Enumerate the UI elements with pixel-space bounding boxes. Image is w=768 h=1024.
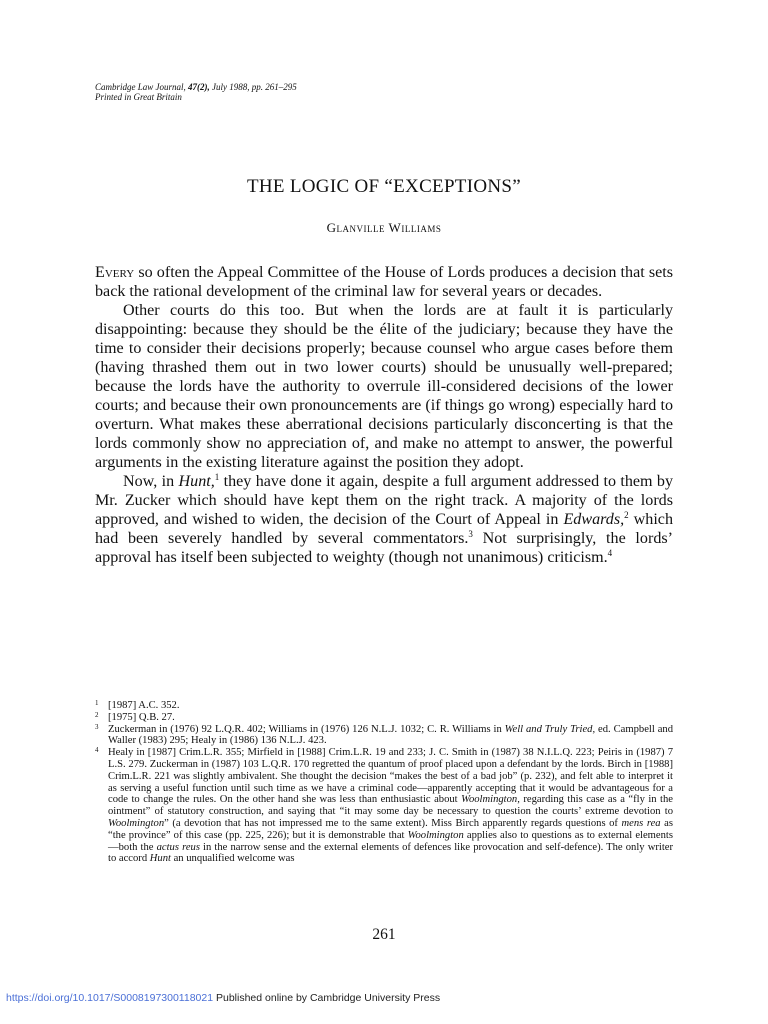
footnote-3: 3 Zuckerman in (1976) 92 L.Q.R. 402; Williams in (1976) 126 N.L.J. 1032; C. R. Williams in Well and Truly Tried, ed. Campbell and Waller (1983) 295; Healy in (1986) 136 N.L.J. 423. (95, 722, 673, 747)
doi-link[interactable]: https://doi.org/10.1017/S0008197300118021 (6, 992, 214, 1004)
footnote-4: 4 Healy in [1987] Crim.L.R. 355; Mirfield in [1988] Crim.L.R. 19 and 233; J. C. Smith in (1987) 38 N.I.L.Q. 223; Peiris in (1987) 7 L.S. 279. Zuckerman in (1987) 103 L.Q.R. 170 regretted the quantum of proof placed upon a defendant by the lords. Birch in [1988] Crim.L.R. 221 was slightly ambivalent. She thought the decision “makes the best of a bad job” (p. 232), and felt able to interpret it as serving a useful function until such time as we have a criminal code—apparently accepting that it would be advantageous for a code to change the rules. On the other hand she was less than enthusiastic about Woolmington, regarding this case as a “fly in the ointment” of statutory construction, and saying that “it may some day be necessary to question the courts’ extreme devotion to Woolmington” (a devotion that has not impressed me to the same extent). Miss Birch apparently regards questions of mens rea as “the province” of this case (pp. 225, 226); but it is demonstrable that Woolmington applies also to questions as to external elements—both the actus reus in the narrow sense and the external elements of defences like provocation and self-defence). The only writer to accord Hunt an unqualified welcome was (95, 746, 673, 865)
paragraph-3: Now, in Hunt,$^1$ they have done it again, despite a full argument addressed to them by Mr. Zucker which should have kept them on the right track. A majority of the lords approved, and wished to widen, the decision of the Court of Appeal in Edwards,$^2$ which had been severely handled by several commentators.$^3$ Not surprisingly, the lords’ approval has itself been subjected to weighty (though not unanimous) criticism.$^4$ (95, 472, 673, 566)
journal-header (95, 82, 297, 102)
footnote-2: 2 [1975] Q.B. 27. (95, 710, 175, 723)
footnotes (95, 700, 673, 865)
footnote-ref-1[interactable]: 1 (214, 472, 220, 482)
doi-footer (6, 992, 440, 1004)
author-name: Glanville Williams (326, 220, 442, 235)
footnote-1: 1 [1987] A.C. 352. (95, 699, 180, 711)
footnote-ref-2[interactable]: 2 (624, 510, 629, 520)
footnote-ref-4[interactable]: 4 (607, 548, 613, 558)
journal-citation: Cambridge Law Journal, 47(2), July 1988, pp. 261–295 (95, 82, 297, 92)
publisher-note: Published online by Cambridge University Press (213, 992, 441, 1004)
paragraph-1: Every so often the Appeal Committee of the House of Lords produces a decision that sets back the rational development of the criminal law for several years or decades. (95, 264, 673, 300)
article-title: THE LOGIC OF “EXCEPTIONS” (246, 176, 521, 197)
article-body (95, 263, 673, 567)
case-edwards: Edwards, (563, 511, 625, 528)
page-number: 261 (372, 926, 396, 943)
footnote-ref-3[interactable]: 3 (468, 529, 473, 539)
paragraph-2: Other courts do this too. But when the lords are at fault it is particularly disappointing: because they should be the élite of the judiciary; because they have the time to consider their decisions properly; because counsel who argue cases before them (having thrashed them out in two lower courts) should be unusually well-prepared; because the lords have the authority to overrule ill-considered decisions of the lower courts; and because their own pronouncements are (if things go wrong) especially hard to overturn. What makes these aberrational decisions particularly disconcerting is that the lords commonly show no appreciation of, and make no attempt to answer, the powerful arguments in the existing literature against the position they adopt. (95, 302, 673, 471)
printed-in: Printed in Great Britain (95, 92, 182, 102)
case-hunt: Hunt, (178, 473, 215, 490)
